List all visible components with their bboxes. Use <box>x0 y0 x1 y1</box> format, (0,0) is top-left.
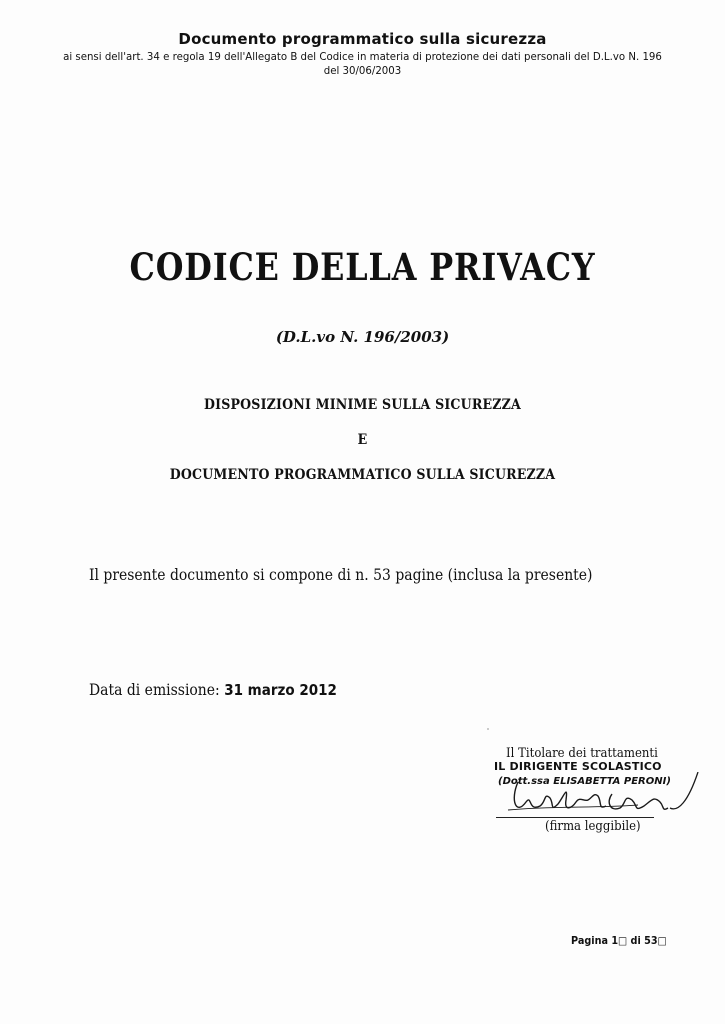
emission-date-label: Data di emissione: <box>89 681 220 699</box>
signature-caption: (firma leggibile) <box>545 819 641 834</box>
scan-speck <box>487 728 489 730</box>
emission-date-line <box>89 681 337 699</box>
stamp-name: (Dott.ssa ELISABETTA PERONI) <box>498 776 671 787</box>
signature-block <box>488 746 688 846</box>
document-title: CODICE DELLA PRIVACY <box>129 245 596 289</box>
signature-role: Il Titolare dei trattamenti <box>506 746 658 761</box>
page-count-statement: Il presente documento si compone di n. 53 pagine (inclusa la presente) <box>89 566 593 584</box>
law-reference: (D.L.vo N. 196/2003) <box>275 328 450 346</box>
signature-line <box>496 817 654 818</box>
page-number: Pagina 1□ di 53□ <box>571 935 667 947</box>
page-header <box>0 30 725 79</box>
subheading-minimum-measures: DISPOSIZIONI MINIME SULLA SICUREZZA <box>204 397 521 413</box>
subheading-programmatic-document: DOCUMENTO PROGRAMMATICO SULLA SICUREZZA <box>169 467 556 483</box>
header-subtitle: ai sensi dell'art. 34 e regola 19 dell'Allegato B del Codice in materia di protezione dei dati personali del D.L.vo N. 196 del 30/06/2003 <box>63 52 662 77</box>
header-title: Documento programmatico sulla sicurezza <box>178 30 547 48</box>
subheading-conjunction: E <box>357 432 368 448</box>
emission-date-value: 31 marzo 2012 <box>224 681 337 699</box>
stamp-title: IL DIRIGENTE SCOLASTICO <box>494 760 662 773</box>
